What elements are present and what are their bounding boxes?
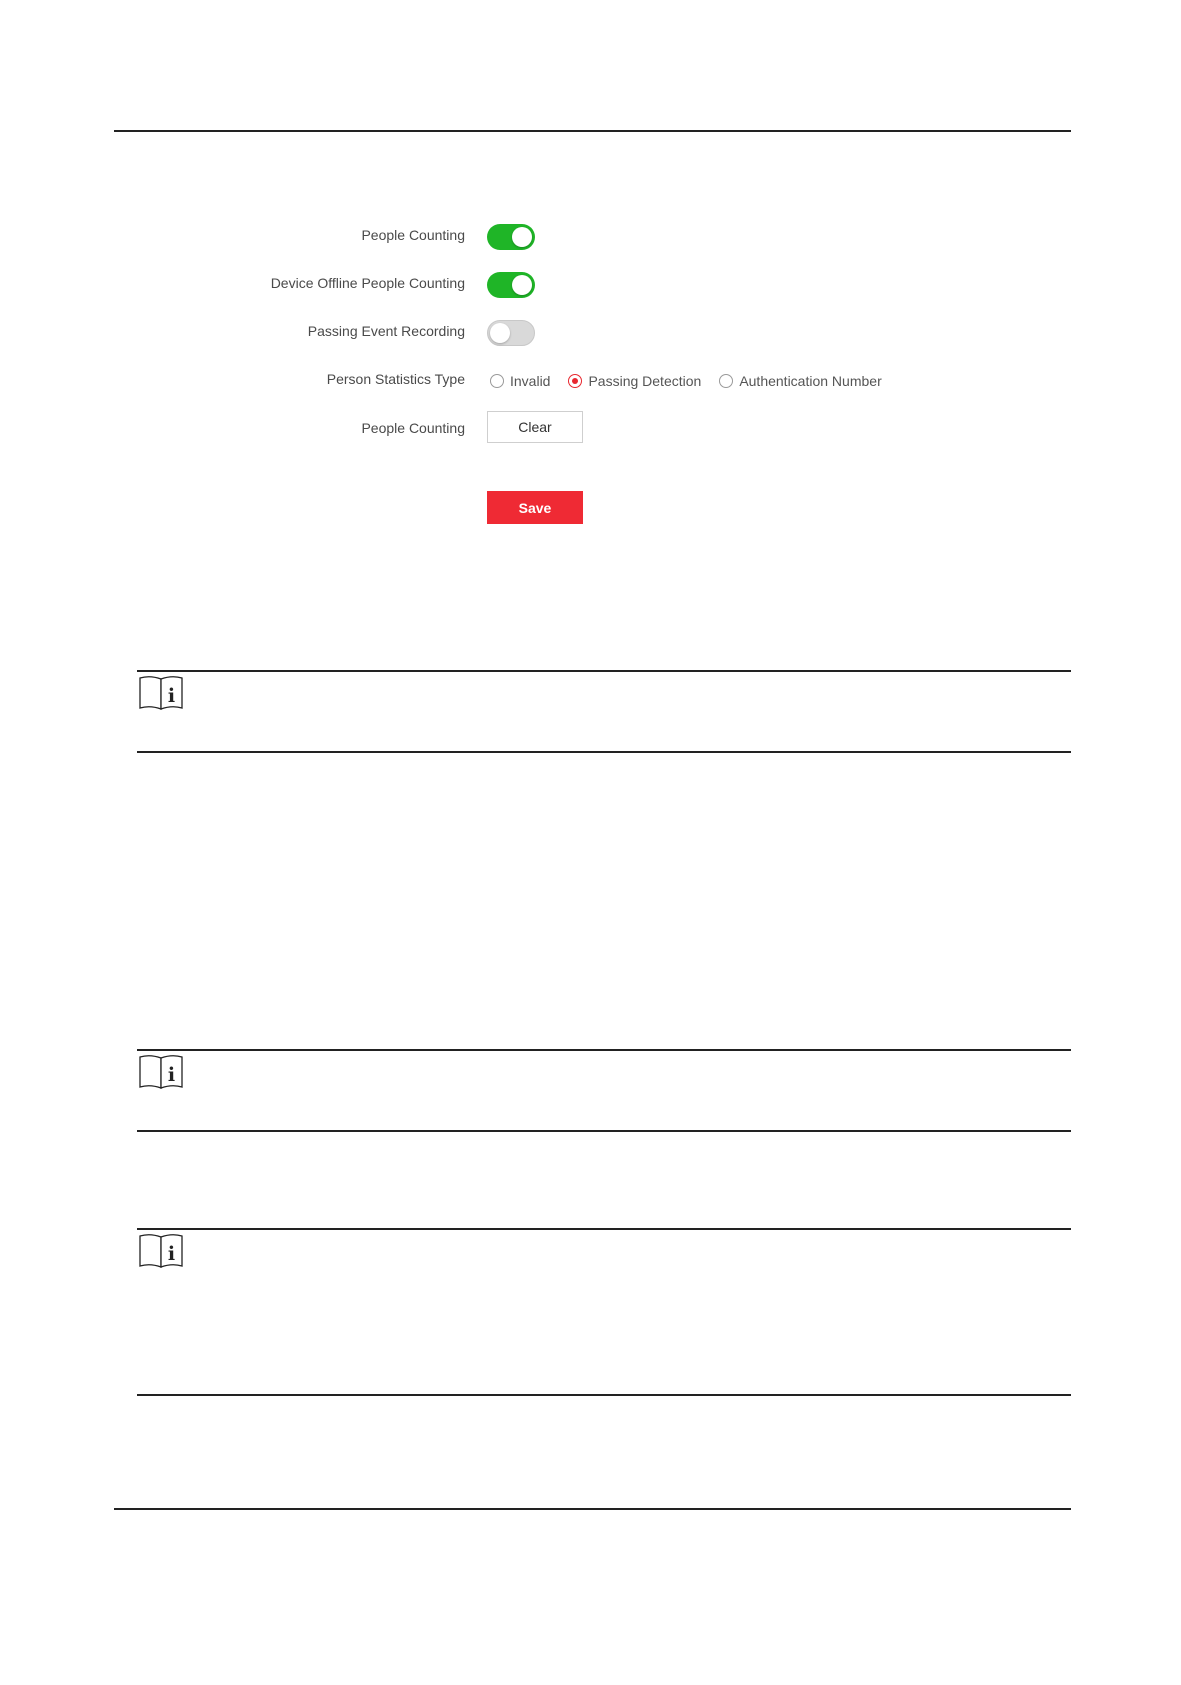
people-counting-clear-label: People Counting xyxy=(361,420,465,436)
note-1-top-rule xyxy=(137,670,1071,672)
people-counting-toggle[interactable] xyxy=(487,224,535,250)
person-statistics-type-label: Person Statistics Type xyxy=(326,371,465,387)
device-offline-people-counting-label: Device Offline People Counting xyxy=(270,275,465,291)
note-3-top-rule xyxy=(137,1228,1071,1230)
svg-text:i: i xyxy=(167,685,176,707)
clear-button[interactable]: Clear xyxy=(487,411,583,443)
radio-authentication-number[interactable] xyxy=(719,373,881,389)
save-button[interactable]: Save xyxy=(487,491,583,524)
radio-invalid[interactable] xyxy=(490,373,550,389)
people-counting-label: People Counting xyxy=(361,227,465,243)
toggle-knob xyxy=(512,275,532,295)
radio-authentication-number-label: Authentication Number xyxy=(739,373,882,389)
radio-passing-detection[interactable] xyxy=(568,373,701,389)
radio-circle-checked-icon xyxy=(568,374,582,388)
note-icon xyxy=(137,1233,185,1269)
header-rule xyxy=(114,130,1071,132)
person-statistics-type-radio-group xyxy=(490,369,900,393)
toggle-knob xyxy=(490,323,510,343)
note-icon xyxy=(137,675,185,711)
note-2-bottom-rule xyxy=(137,1130,1071,1132)
radio-invalid-label: Invalid xyxy=(510,373,551,389)
radio-passing-detection-label: Passing Detection xyxy=(588,373,702,389)
note-3-bottom-rule xyxy=(137,1394,1071,1396)
note-2-top-rule xyxy=(137,1049,1071,1051)
svg-text:i: i xyxy=(167,1064,176,1086)
note-icon xyxy=(137,1054,185,1090)
toggle-knob xyxy=(512,227,532,247)
radio-circle-icon xyxy=(490,374,504,388)
note-1-bottom-rule xyxy=(137,751,1071,753)
radio-circle-icon xyxy=(719,374,733,388)
footer-rule xyxy=(114,1508,1071,1510)
device-offline-people-counting-toggle[interactable] xyxy=(487,272,535,298)
passing-event-recording-label: Passing Event Recording xyxy=(307,323,465,339)
svg-text:i: i xyxy=(167,1243,176,1265)
passing-event-recording-toggle[interactable] xyxy=(487,320,535,346)
